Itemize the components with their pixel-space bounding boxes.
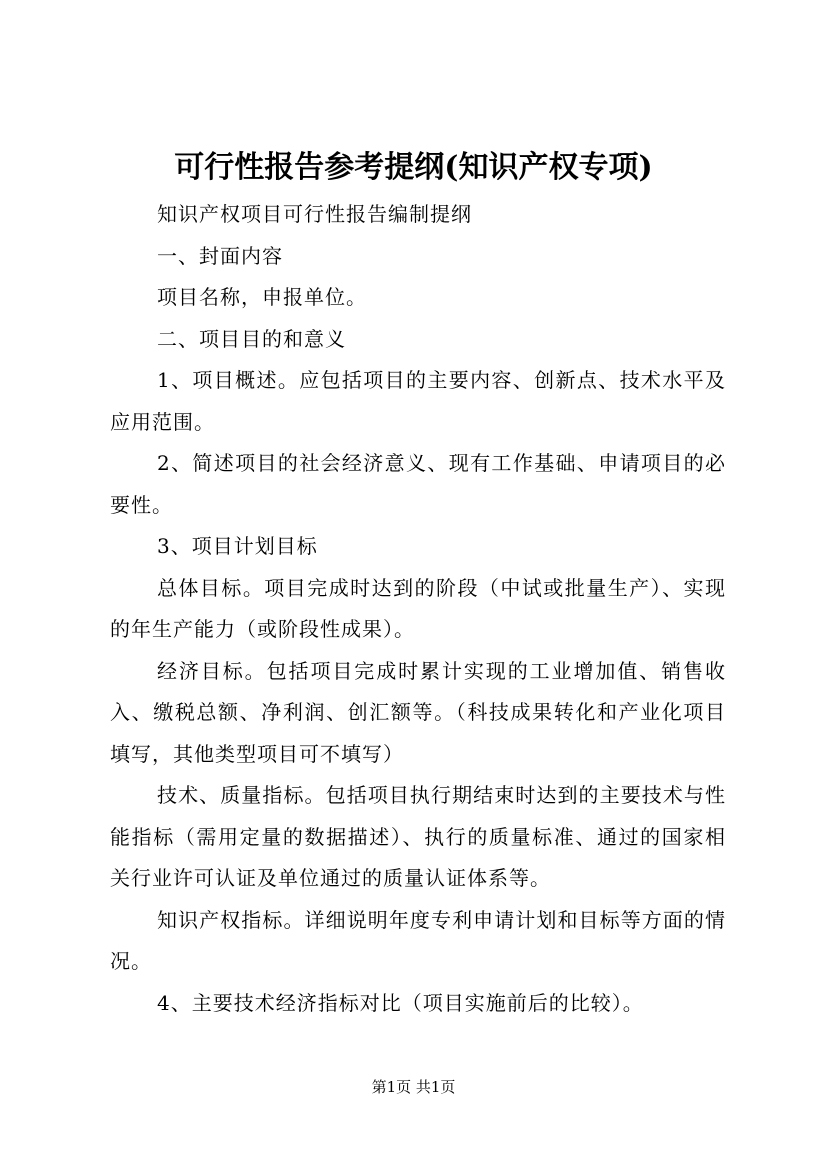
paragraph-item-4: 4、主要技术经济指标对比（项目实施前后的比较）。 <box>157 990 644 1015</box>
paragraph-item-1: 1、项目概述。应包括项目的主要内容、创新点、技术水平及应用范围。 <box>110 368 726 434</box>
paragraph-overall-goal: 总体目标。项目完成时达到的阶段（中试或批量生产）、实现的年生产能力（或阶段性成果）。 <box>110 575 726 641</box>
paragraph-item-2: 2、简述项目的社会经济意义、现有工作基础、申请项目的必要性。 <box>110 451 726 517</box>
paragraph-technical-quality: 技术、质量指标。包括项目执行期结束时达到的主要技术与性能指标（需用定量的数据描述）、执行的质量标准、通过的国家相关行业许可认证及单位通过的质量认证体系等。 <box>110 783 726 890</box>
paragraph-item-3: 3、项目计划目标 <box>157 534 318 558</box>
paragraph-cover-items: 项目名称，申报单位。 <box>157 285 367 309</box>
document-body <box>110 194 726 1024</box>
paragraph-section-2: 二、项目目的和意义 <box>157 326 346 351</box>
document-title: 可行性报告参考提纲(知识产权专项) <box>174 150 653 185</box>
paragraph-economic-goal: 经济目标。包括项目完成时累计实现的工业增加值、销售收入、缴税总额、净利润、创汇额等。（科技成果转化和产业化项目填写，其他类型项目可不填写） <box>110 658 726 766</box>
paragraph-ip-indicators: 知识产权指标。详细说明年度专利申请计划和目标等方面的情况。 <box>110 907 726 973</box>
paragraph-subtitle: 知识产权项目可行性报告编制提纲 <box>157 202 472 226</box>
page-footer: 第1页 共1页 <box>371 1078 456 1096</box>
paragraph-section-1: 一、封面内容 <box>157 243 283 268</box>
